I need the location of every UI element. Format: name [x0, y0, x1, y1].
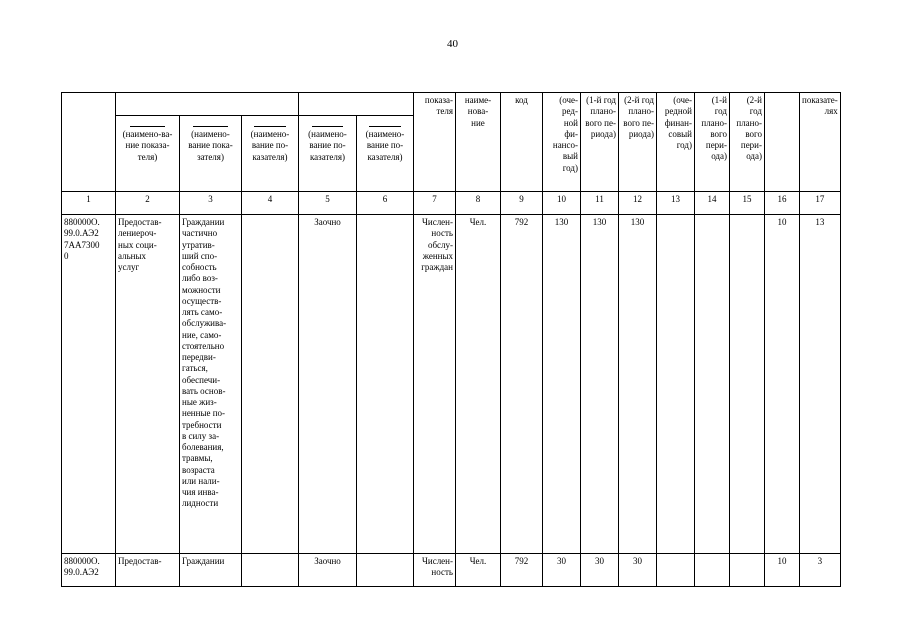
cell-4: [242, 554, 299, 587]
col-num-7: 7: [414, 192, 456, 215]
page-number: 40: [447, 38, 458, 50]
col-num-12: 12: [619, 192, 657, 215]
cell-16: 10: [765, 215, 800, 554]
subheader-cell-3: (наимено- вание пока- зателя): [180, 116, 242, 192]
col-num-8: 8: [456, 192, 501, 215]
cell-6: [357, 554, 414, 587]
cell-okei: 792: [501, 554, 543, 587]
cell-17: 13: [800, 215, 841, 554]
cell-11: 30: [581, 554, 619, 587]
cell-16: 10: [765, 554, 800, 587]
cell-12: 30: [619, 554, 657, 587]
header-cell-8: наиме- нова- ние: [456, 93, 501, 192]
cell-unit: Чел.: [456, 554, 501, 587]
subheader-cell-5: (наимено- вание по- казателя): [299, 116, 357, 192]
cell-unit: Чел.: [456, 215, 501, 554]
cell-13: [657, 215, 695, 554]
header-cell-13: (оче- редной финан- совый год): [657, 93, 695, 192]
header-cell-15: (2-й год плано- вого пери- ода): [730, 93, 765, 192]
subheader-cell-2: (наимено-ва- ние показа- теля): [116, 116, 180, 192]
col-num-11: 11: [581, 192, 619, 215]
col-num-16: 16: [765, 192, 800, 215]
cell-code: 880000О. 99.0.АЭ2 7АА7300 0: [62, 215, 116, 554]
col-num-15: 15: [730, 192, 765, 215]
cell-14: [695, 554, 730, 587]
column-number-row: [62, 192, 841, 215]
header-cell-16: [765, 93, 800, 192]
header-cell-9: код: [501, 93, 543, 192]
col-num-4: 4: [242, 192, 299, 215]
cell-category: Граждании частично утратив- ший спо- собность либо воз- можности осуществ- лять само- обслужива- ние, само- стоятельно передви- гаться, обеспечи- вать основ- ные жиз- ненные по- требности в силу за- болевания, травмы, возраста или нали- чия инва- лидности: [180, 215, 242, 554]
col-num-3: 3: [180, 192, 242, 215]
header-cell-11: (1-й год плано- вого пе- риода): [581, 93, 619, 192]
cell-10: 30: [543, 554, 581, 587]
col-num-13: 13: [657, 192, 695, 215]
cell-form: Заочно: [299, 554, 357, 587]
cell-11: 130: [581, 215, 619, 554]
cell-6: [357, 215, 414, 554]
cell-form: Заочно: [299, 215, 357, 554]
header-cell-7: показа- теля: [414, 93, 456, 192]
header-group-2-4: [116, 93, 299, 116]
cell-13: [657, 554, 695, 587]
header-group-5-6: [299, 93, 414, 116]
header-cell-14: (1-й год плано- вого пери- ода): [695, 93, 730, 192]
col-num-17: 17: [800, 192, 841, 215]
cell-indicator: Числен- ность обслу- женных граждан: [414, 215, 456, 554]
cell-indicator: Числен- ность: [414, 554, 456, 587]
header-cell-17: показате- лях: [800, 93, 841, 192]
cell-15: [730, 554, 765, 587]
cell-17: 3: [800, 554, 841, 587]
header-cell-1: [62, 93, 116, 192]
col-num-1: 1: [62, 192, 116, 215]
cell-service: Предостав- лениероч- ных соци- альных услуг: [116, 215, 180, 554]
col-num-2: 2: [116, 192, 180, 215]
col-num-9: 9: [501, 192, 543, 215]
cell-category: Граждании: [180, 554, 242, 587]
col-num-14: 14: [695, 192, 730, 215]
cell-okei: 792: [501, 215, 543, 554]
header-row-1: [62, 93, 841, 116]
subheader-cell-4: (наимено- вание по- казателя): [242, 116, 299, 192]
table-row: [62, 554, 841, 587]
col-num-6: 6: [357, 192, 414, 215]
cell-service: Предостав-: [116, 554, 180, 587]
cell-code: 880000О. 99.0.АЭ2: [62, 554, 116, 587]
cell-15: [730, 215, 765, 554]
header-cell-10: (оче- ред- ной фи- нансо- вый год): [543, 93, 581, 192]
subheader-cell-6: (наимено- вание по- казателя): [357, 116, 414, 192]
header-cell-12: (2-й год плано- вого пе- риода): [619, 93, 657, 192]
indicator-table: [61, 92, 841, 587]
col-num-10: 10: [543, 192, 581, 215]
table-row: [62, 215, 841, 554]
cell-12: 130: [619, 215, 657, 554]
cell-14: [695, 215, 730, 554]
col-num-5: 5: [299, 192, 357, 215]
cell-4: [242, 215, 299, 554]
cell-10: 130: [543, 215, 581, 554]
